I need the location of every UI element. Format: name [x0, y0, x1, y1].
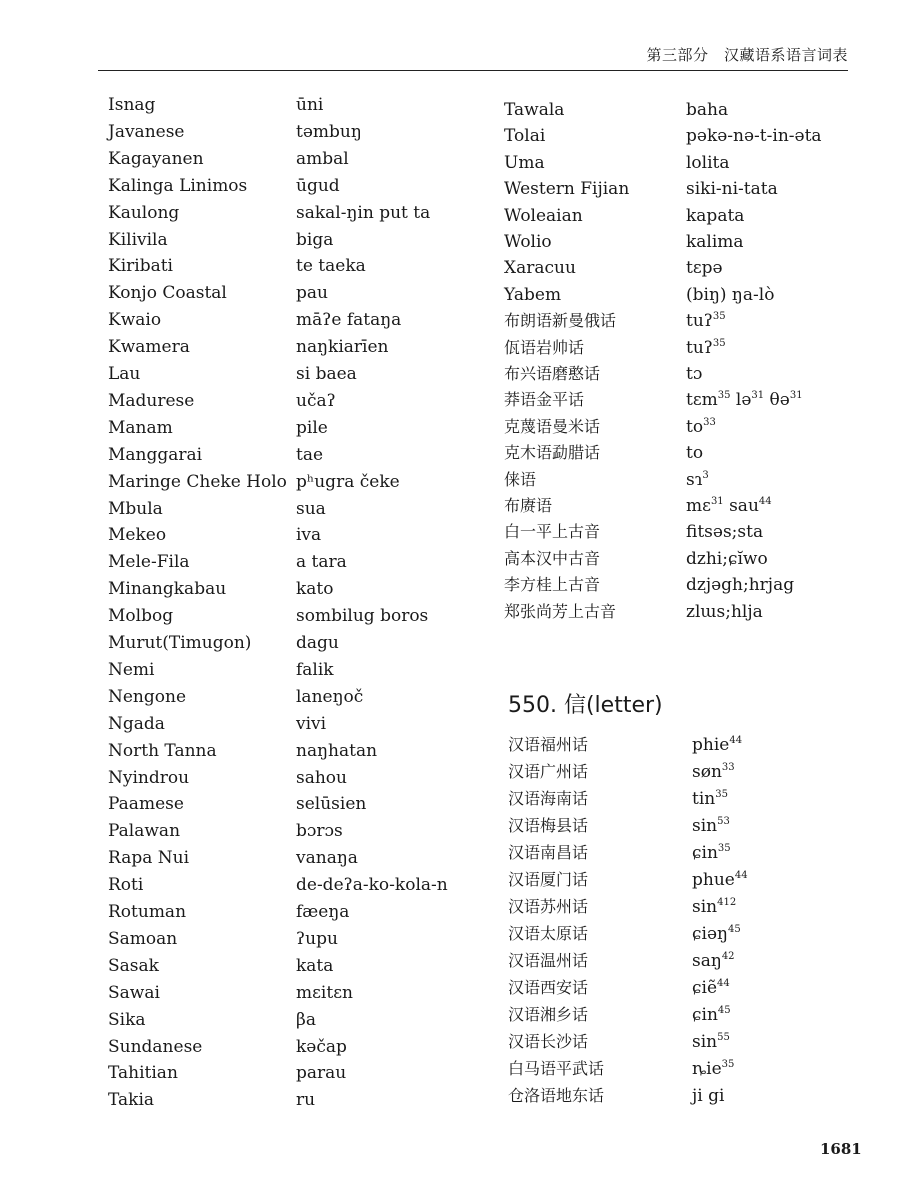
word-form	[296, 200, 430, 226]
word-form	[296, 227, 333, 253]
language-name: Kilivila	[108, 229, 168, 250]
word-form	[296, 765, 347, 791]
tone-mark: 44	[729, 735, 743, 746]
tone-mark: 31	[789, 390, 803, 402]
language-name: 克木语勐腊话	[504, 443, 601, 463]
language-name: 汉语太原话	[508, 924, 589, 943]
form-text: tuʔ	[686, 311, 713, 332]
language-name: Sika	[108, 1009, 146, 1030]
tone-mark: 35	[717, 390, 731, 402]
form-text: siki-ni-tata	[686, 179, 778, 200]
language-name: Mele-Fila	[108, 552, 190, 573]
form-text: selūsien	[296, 794, 367, 815]
tone-mark: 33	[703, 416, 716, 428]
language-name: Roti	[108, 875, 144, 896]
form-text: pʰugra čeke	[296, 471, 400, 492]
language-name: 汉语海南话	[508, 789, 589, 808]
language-name: Rapa Nui	[108, 848, 190, 869]
word-form	[296, 818, 343, 844]
tone-mark: 44	[758, 496, 772, 507]
word-form	[692, 732, 742, 758]
form-text: sombilug boros	[296, 606, 429, 627]
form-text: dzhi;ɕĭwo	[686, 548, 768, 569]
word-form	[686, 572, 794, 598]
language-name: Woleaian	[504, 205, 583, 226]
word-form	[686, 97, 728, 123]
word-form	[296, 469, 400, 495]
form-text: sau	[729, 496, 759, 516]
language-name: 白一平上古音	[504, 522, 601, 542]
form-text: fæeŋa	[296, 902, 350, 922]
form-text: laneŋoč	[296, 686, 364, 707]
language-name: Sawai	[108, 982, 160, 1003]
form-text: tɛpə	[686, 258, 723, 279]
word-form	[686, 387, 803, 413]
form-text: sin	[692, 816, 718, 836]
language-name: 汉语南昌话	[508, 843, 589, 862]
word-form	[692, 1029, 730, 1055]
language-name: Kwamera	[108, 337, 190, 358]
word-form	[686, 414, 716, 440]
form-text: te taeka	[296, 256, 366, 277]
language-name: Molbog	[108, 606, 174, 627]
language-name: Samoan	[108, 928, 178, 949]
form-text: søn	[692, 762, 722, 782]
word-form	[686, 123, 822, 149]
form-text: kəčap	[296, 1036, 347, 1057]
form-text: sin	[692, 897, 718, 917]
language-name: Kagayanen	[108, 148, 204, 169]
form-text: ʔupu	[296, 928, 338, 949]
form-text: saŋ	[692, 951, 722, 971]
word-form	[296, 361, 357, 387]
word-form	[686, 493, 772, 519]
tone-mark: 42	[721, 951, 735, 962]
word-form	[296, 1007, 316, 1033]
form-text: (biŋ) ŋa-lò	[686, 284, 775, 305]
form-text: tɔ	[686, 364, 703, 384]
language-name: Konjo Coastal	[108, 283, 227, 304]
page-number: 1681	[820, 1140, 862, 1158]
form-text: phue	[692, 870, 735, 890]
tone-mark: 3	[702, 469, 709, 481]
section-heading: 550. 信(letter)	[508, 693, 663, 718]
word-form	[692, 813, 730, 839]
word-form	[296, 388, 336, 414]
language-name: 克蔑语曼米话	[504, 416, 601, 436]
form-text: mɛitɛn	[296, 982, 353, 1003]
word-form	[296, 1034, 347, 1060]
form-text: ɕin	[692, 1005, 718, 1025]
tone-mark: 31	[710, 496, 724, 507]
language-name: Lau	[108, 364, 141, 384]
tone-mark: 35	[712, 337, 726, 349]
form-text: pile	[296, 417, 328, 438]
word-form	[296, 522, 321, 548]
word-form	[296, 1087, 315, 1113]
language-name: 高本汉中古音	[504, 548, 601, 568]
form-text: ūni	[296, 95, 324, 115]
word-form	[296, 146, 349, 172]
word-form	[296, 899, 349, 925]
language-name: Nemi	[108, 659, 155, 680]
form-text: kato	[296, 579, 334, 600]
language-name: North Tanna	[108, 740, 217, 761]
form-text: tin	[692, 789, 716, 809]
language-name: 汉语湘乡话	[508, 1005, 589, 1024]
form-text: zlɯs;hlja	[686, 601, 763, 622]
tone-mark: 33	[721, 762, 735, 773]
tone-mark: 44	[717, 978, 730, 989]
language-name: 布赓语	[504, 496, 553, 515]
word-form	[692, 786, 728, 812]
form-text: sua	[296, 498, 326, 519]
language-name: Yabem	[504, 284, 562, 305]
word-form	[296, 415, 328, 441]
word-form	[686, 150, 730, 176]
form-text: ɕin	[692, 843, 718, 863]
form-text: lolita	[686, 152, 730, 173]
language-name: 汉语广州话	[508, 762, 589, 781]
language-name: Rotuman	[108, 902, 187, 922]
form-text: ji gi	[692, 1086, 725, 1106]
form-text: māʔe fataŋa	[296, 310, 402, 331]
form-text: kapata	[686, 205, 745, 226]
tone-mark: 45	[717, 1005, 731, 1016]
word-form	[296, 119, 362, 145]
tone-mark: 412	[717, 897, 737, 908]
tone-mark: 45	[727, 924, 741, 935]
language-name: 汉语厦门话	[508, 870, 589, 889]
form-text: ru	[296, 1090, 316, 1111]
word-form	[686, 176, 778, 202]
language-name: Murut(Timugon)	[108, 633, 252, 653]
word-form	[686, 335, 726, 361]
language-name: 白马语平武话	[508, 1059, 605, 1078]
form-text: vanaŋa	[296, 848, 358, 869]
language-name: 郑张尚芳上古音	[504, 601, 617, 621]
word-form	[296, 738, 377, 764]
language-name: 布兴语磨憨话	[504, 364, 601, 383]
form-text: to	[686, 443, 704, 464]
form-text: ɕiẽ	[692, 978, 718, 998]
word-form	[692, 759, 735, 785]
language-name: Takia	[108, 1090, 155, 1111]
form-text: biga	[296, 229, 334, 250]
tone-mark: 55	[717, 1032, 730, 1043]
form-text: dagu	[296, 633, 339, 653]
form-text: pəkə-nə-t-in-əta	[686, 126, 822, 147]
word-form	[692, 1083, 724, 1109]
word-form	[686, 599, 763, 625]
form-text: to	[686, 416, 704, 437]
form-text: iva	[296, 525, 322, 546]
language-name: Nyindrou	[108, 767, 190, 788]
word-form	[296, 280, 328, 306]
word-form	[296, 603, 428, 629]
tone-mark: 35	[717, 843, 731, 854]
word-form	[686, 546, 768, 572]
form-text: ambal	[296, 148, 349, 169]
language-name: Tahitian	[108, 1063, 178, 1084]
form-text: sɿ	[686, 469, 703, 490]
word-form	[296, 711, 326, 737]
form-text: lə	[735, 390, 752, 411]
word-form	[296, 980, 353, 1006]
word-form	[686, 229, 744, 255]
language-name: Javanese	[108, 121, 185, 142]
header-rule	[98, 70, 848, 71]
form-text: mɛ	[686, 496, 711, 516]
word-form	[296, 845, 358, 871]
word-form	[296, 926, 338, 952]
language-name: Nengone	[108, 686, 187, 707]
word-form	[296, 307, 401, 333]
word-form	[296, 791, 366, 817]
form-text: de-deʔa-ko-kola-n	[296, 875, 448, 896]
language-name: Manam	[108, 417, 173, 438]
form-text: phie	[692, 735, 730, 755]
form-text: pau	[296, 283, 328, 304]
language-name: 李方桂上古音	[504, 575, 601, 595]
word-form	[296, 549, 347, 575]
language-name: Tawala	[504, 100, 565, 120]
tone-mark: 31	[751, 390, 765, 402]
form-text: tae	[296, 444, 324, 465]
form-text: sahou	[296, 767, 347, 788]
language-name: Mekeo	[108, 525, 167, 546]
word-form	[686, 282, 774, 308]
word-form	[692, 921, 741, 947]
form-text: sakal-ŋin put ta	[296, 202, 431, 223]
form-text: ūgud	[296, 175, 340, 196]
word-form	[692, 867, 748, 893]
language-name: Uma	[504, 152, 545, 173]
word-form	[296, 496, 326, 522]
form-text: βa	[296, 1009, 316, 1030]
form-text: baha	[686, 100, 729, 120]
form-text: fitsəs;sta	[686, 522, 764, 543]
word-form	[686, 467, 709, 493]
form-text: učaʔ	[296, 390, 336, 411]
language-name: Mbula	[108, 498, 163, 519]
language-name: Maringe Cheke Holo	[108, 471, 287, 492]
form-text: si baea	[296, 364, 357, 384]
language-name: Western Fijian	[504, 179, 630, 200]
form-text: dzjəgh;hrjag	[686, 575, 795, 596]
language-name: 俫语	[504, 469, 537, 489]
word-form	[296, 442, 323, 468]
language-name: 布朗语新曼俄话	[504, 311, 617, 331]
running-header: 第三部分 汉藏语系语言词表	[646, 46, 848, 64]
language-name: Sasak	[108, 955, 159, 976]
word-form	[692, 840, 731, 866]
form-text: kalima	[686, 232, 744, 252]
language-name: 汉语长沙话	[508, 1032, 589, 1051]
language-name: 仓洛语地东话	[508, 1086, 605, 1105]
word-form	[296, 576, 334, 602]
language-name: Palawan	[108, 821, 181, 842]
word-form	[296, 872, 448, 898]
form-text: təmbuŋ	[296, 121, 362, 142]
language-name: Xaracuu	[504, 258, 576, 279]
language-name: 汉语苏州话	[508, 897, 589, 916]
language-name: Tolai	[504, 126, 546, 147]
language-name: Ngada	[108, 713, 165, 734]
word-form	[296, 630, 339, 656]
tone-mark: 35	[712, 311, 726, 323]
language-name: Isnag	[108, 95, 156, 115]
language-name: 莽语金平话	[504, 390, 585, 410]
word-form	[686, 203, 744, 229]
language-name: 汉语梅县话	[508, 816, 589, 835]
word-form	[692, 1056, 734, 1082]
word-form	[296, 334, 388, 360]
form-text: tuʔ	[686, 337, 713, 358]
word-form	[296, 657, 334, 683]
form-text: bɔrɔs	[296, 821, 343, 842]
language-name: Kiribati	[108, 256, 173, 277]
language-name: Paamese	[108, 794, 184, 815]
form-text: tɛm	[686, 390, 718, 411]
form-text: parau	[296, 1063, 347, 1084]
word-form	[296, 173, 340, 199]
language-name: 汉语温州话	[508, 951, 589, 970]
language-name: Sundanese	[108, 1036, 203, 1057]
word-form	[296, 92, 323, 118]
form-text: kata	[296, 955, 334, 976]
word-form	[296, 253, 366, 279]
form-text: ɕiəŋ	[692, 924, 728, 944]
language-name: Madurese	[108, 390, 195, 411]
word-form	[296, 1060, 346, 1086]
word-form	[692, 1002, 731, 1028]
tone-mark: 35	[715, 789, 728, 800]
word-form	[686, 308, 726, 334]
form-text: naŋhatan	[296, 740, 378, 761]
language-name: Wolio	[504, 232, 552, 252]
form-text: θə	[769, 390, 790, 411]
language-name: Kaulong	[108, 202, 180, 223]
word-form	[686, 519, 763, 545]
word-form	[296, 953, 333, 979]
form-text: a tara	[296, 552, 347, 573]
form-text: falik	[296, 659, 334, 680]
language-name: Manggarai	[108, 444, 203, 465]
tone-mark: 35	[721, 1059, 735, 1070]
form-text: naŋkiarīen	[296, 337, 389, 358]
language-name: Kwaio	[108, 310, 162, 331]
form-text: sin	[692, 1032, 718, 1052]
language-name: 佤语岩帅话	[504, 337, 585, 357]
word-form	[296, 684, 363, 710]
tone-mark: 44	[734, 870, 748, 881]
language-name: 汉语福州话	[508, 735, 589, 754]
form-text: ȵie	[692, 1059, 722, 1079]
word-form	[692, 975, 730, 1001]
word-form	[692, 948, 735, 974]
word-form	[692, 894, 736, 920]
word-form	[686, 440, 703, 466]
language-name: Minangkabau	[108, 579, 227, 600]
tone-mark: 53	[717, 816, 730, 827]
form-text: vivi	[296, 713, 327, 734]
word-form	[686, 361, 702, 387]
language-name: 汉语西安话	[508, 978, 589, 997]
language-name: Kalinga Linimos	[108, 175, 248, 196]
word-form	[686, 255, 723, 281]
